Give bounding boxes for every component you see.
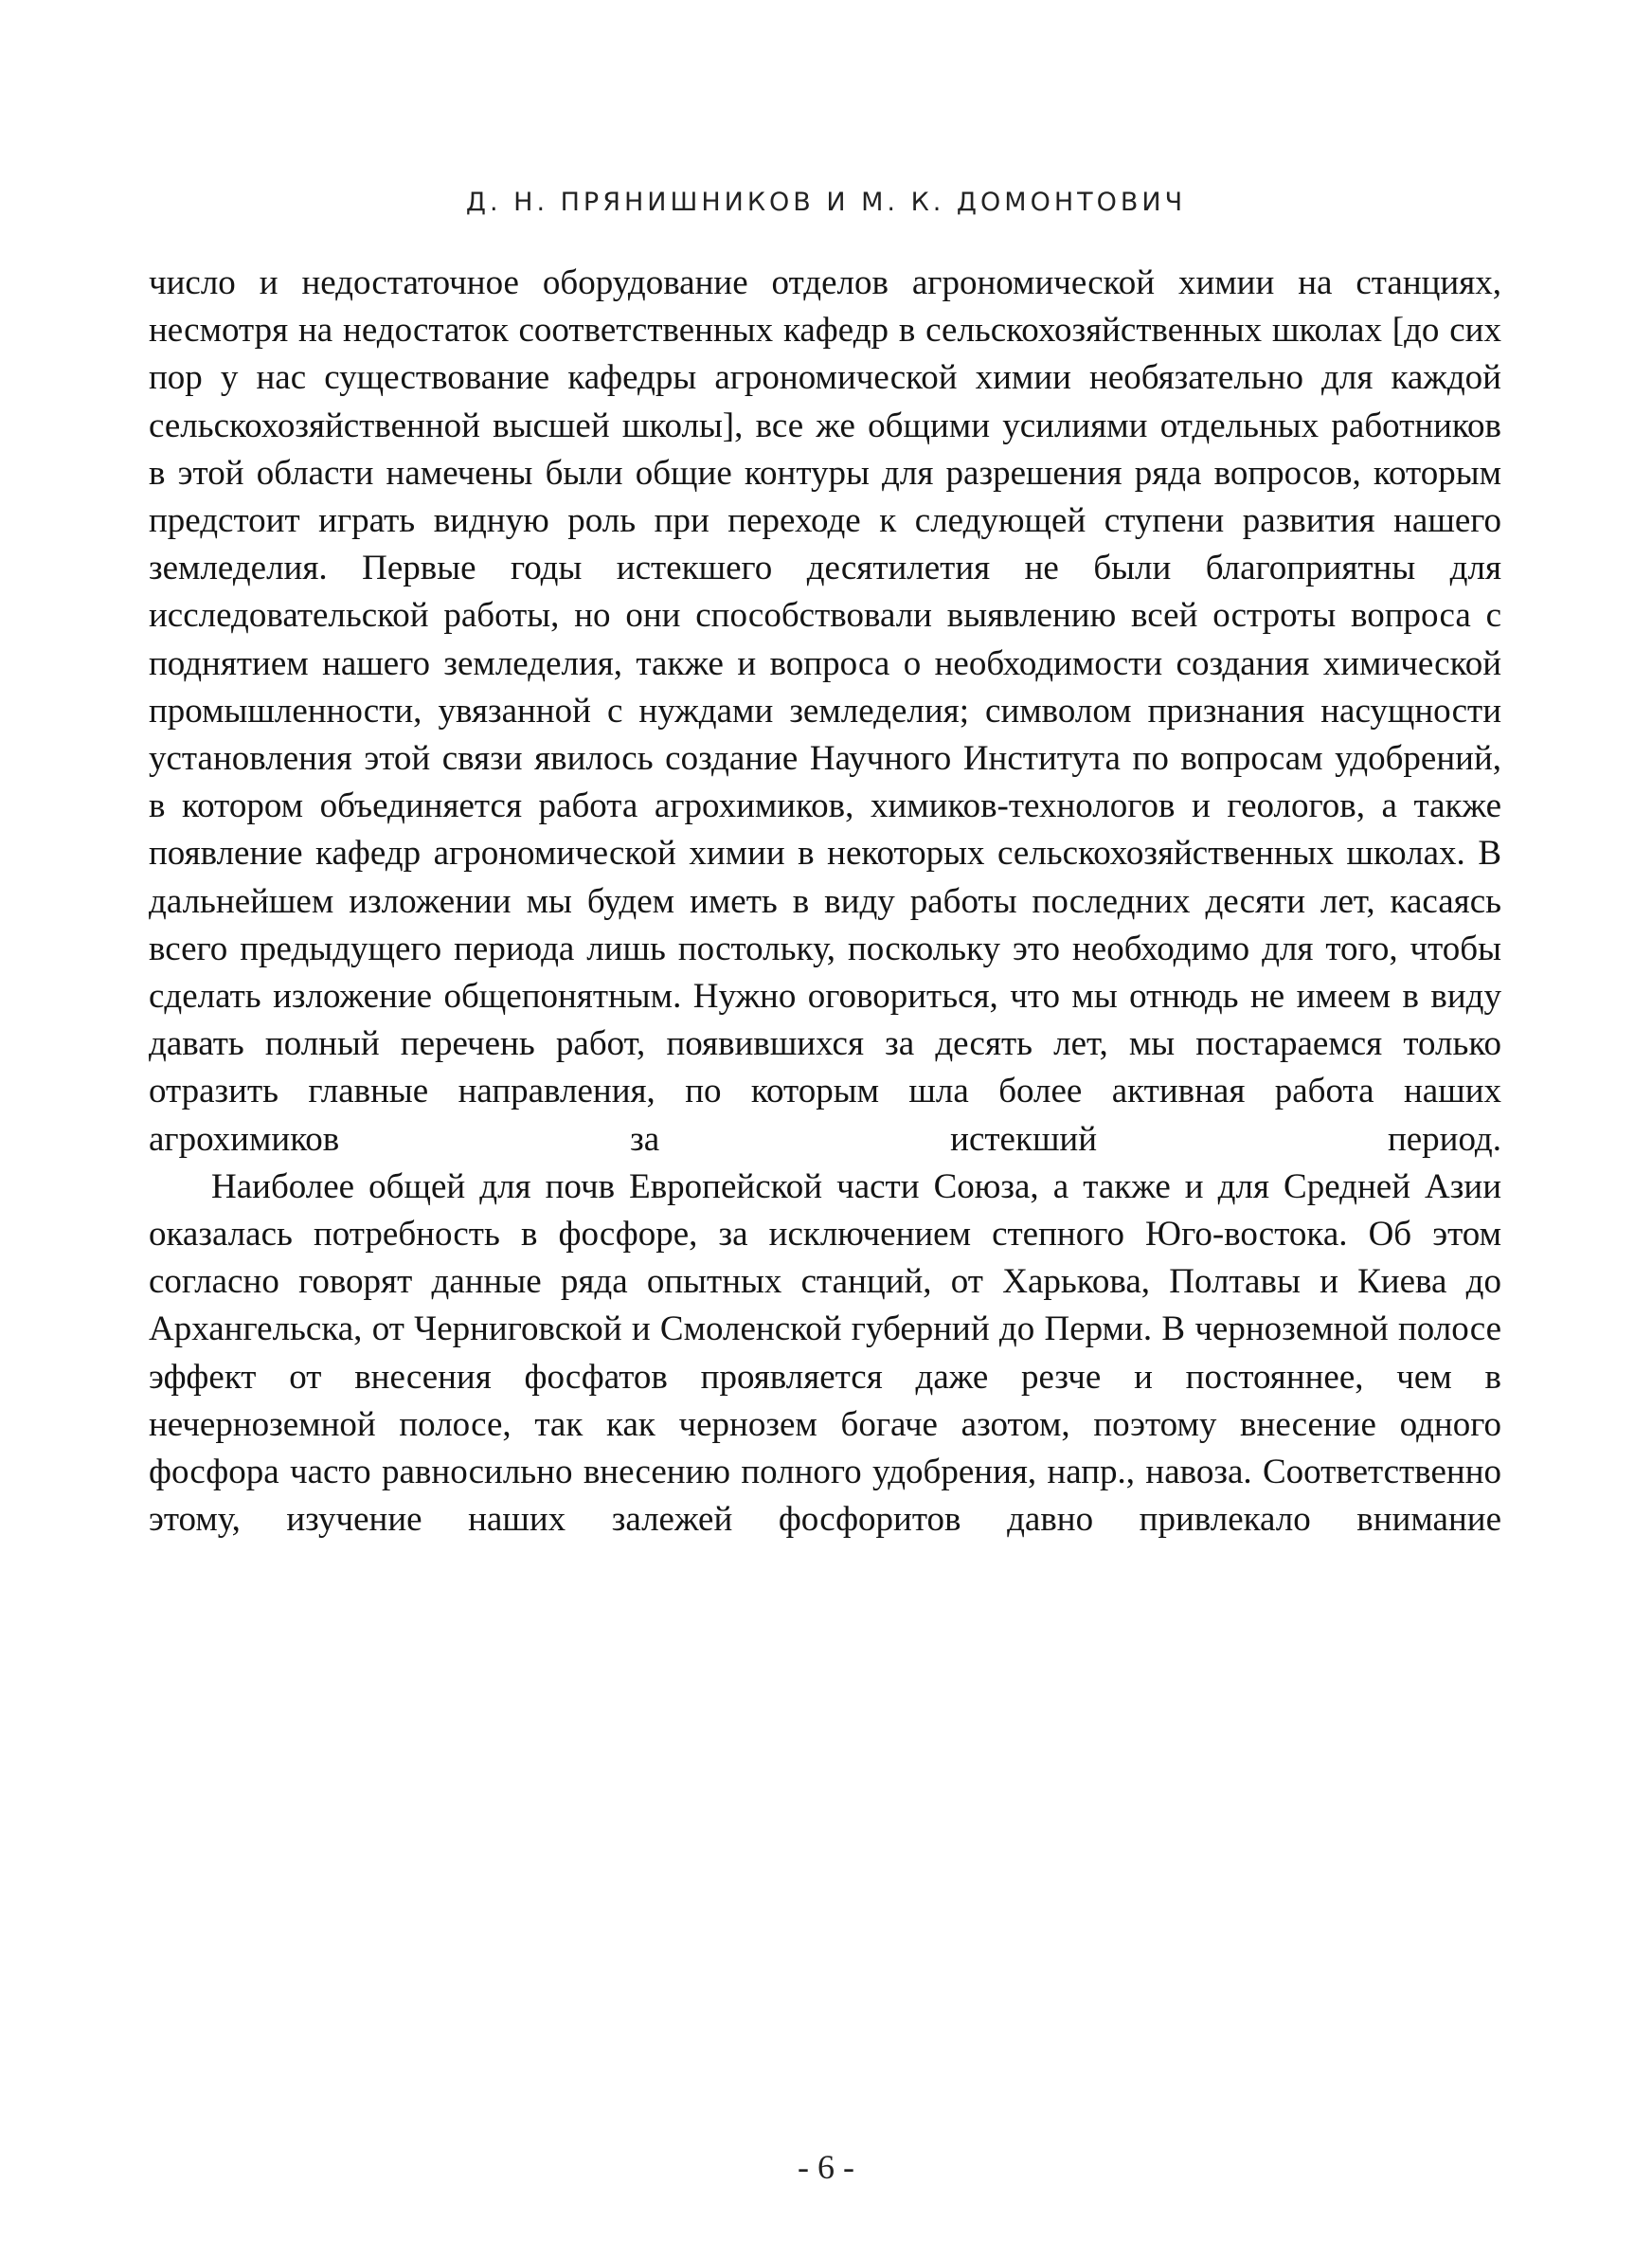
paragraph-1: число и недостаточное оборудование отделов агрономической химии на станциях, несмотря на недостаток соответственных кафедр в сельскохозяйственных школах [до сих пор у нас существование кафедры агрономической химии необязательно для каждой сельскохозяйственной высшей школы], все же общими усилиями отдельных работников в этой области намечены были общие контуры для разрешения ряда вопросов, которым предстоит играть видную роль при переходе к следующей ступени развития нашего земледелия. Первые годы истекшего десятилетия не были благоприятны для исследовательской работы, но они способствовали выявлению всей остроты вопроса с поднятием нашего земледелия, также и вопроса о необходимости создания химической промышленности, увязанной с нуждами земледелия; символом признания насущности установления этой связи явилось создание Научного Института по вопросам удобрений, в котором объединяется работа агрохимиков, химиков-технологов и геологов, а также появление кафедр агрономической химии в некоторых сельскохозяйственных школах. В дальнейшем изложении мы будем иметь в виду работы последних десяти лет, касаясь всего предыдущего периода лишь постольку, поскольку это необходимо для того, чтобы сделать изложение общепонятным. Нужно оговориться, что мы отнюдь не имеем в виду давать полный перечень работ, появившихся за десять лет, мы постараемся только отразить главные направления, по которым шла более активная работа наших агрохимиков за истекший период.: [149, 263, 1501, 1159]
body-text: [149, 260, 1501, 1544]
running-header: Д. Н. ПРЯНИШНИКОВ И М. К. ДОМОНТОВИЧ: [465, 188, 1187, 217]
paragraph-2: Наиболее общей для почв Европейской части Союза, а также и для Средней Азии оказалась потребность в фосфоре, за исключением степного Юго-востока. Об этом согласно говорят данные ряда опытных станций, от Харькова, Полтавы и Киева до Архангельска, от Черниговской и Смоленской губерний до Перми. В черноземной полосе эффект от внесения фосфатов проявляется даже резче и постояннее, чем в нечерноземной полосе, так как чернозем богаче азотом, поэтому внесение одного фосфора часто равносильно внесению полного удобрения, напр., навоза. Соответственно этому, изучение наших залежей фосфоритов давно привлекало внимание: [149, 1166, 1501, 1540]
page-number: - 6 -: [798, 2148, 854, 2186]
